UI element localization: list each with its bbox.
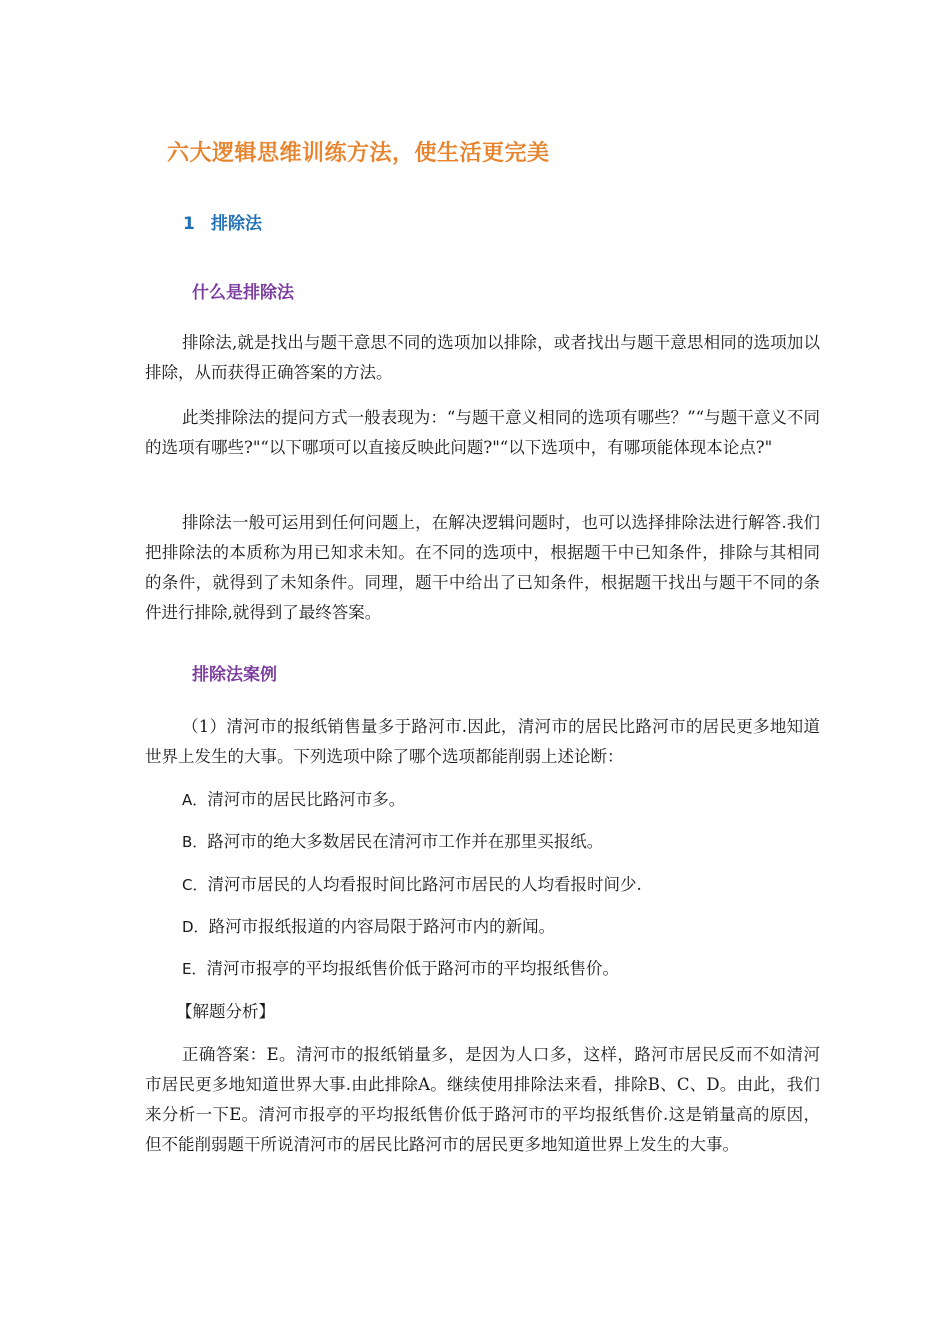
paragraph-answer: 正确答案：E。清河市的报纸销量多，是因为人口多，这样，路河市居民反而不如清河市居民更多地知道世界大事.由此排除A。继续使用排除法来看，排除B、C、D。由此，我们来分析一下E。清河市报亭的平均报纸售价低于路河市的平均报纸售价.这是销量高的原因，但不能削弱题干所说清河市的居民比路河市的居民更多地知道世界上发生的大事。 [145, 1045, 820, 1154]
option-text: 清河市的居民比路河市多。 [207, 790, 406, 809]
option-e [182, 954, 619, 984]
option-text: 清河市居民的人均看报时间比路河市居民的人均看报时间少. [207, 875, 642, 894]
option-d [182, 912, 555, 942]
paragraph-question-1: （1）清河市的报纸销售量多于路河市.因此，清河市的居民比路河市的居民更多地知道世界上发生的大事。下列选项中除了哪个选项都能削弱上述论断： [145, 717, 820, 766]
section-heading [183, 209, 262, 234]
subheading-case: 排除法案例 [192, 665, 277, 685]
option-letter: B． [182, 833, 208, 851]
option-a [182, 785, 405, 815]
paragraph-question-forms: 此类排除法的提问方式一般表现为：“与题干意义相同的选项有哪些？”“与题干意义不同的选项有哪些?"“以下哪项可以直接反映此问题?"“以下选项中，有哪项能体现本论点?" [145, 408, 820, 457]
subheading-what-is: 什么是排除法 [192, 283, 294, 303]
option-letter: A． [182, 791, 208, 809]
option-text: 路河市的绝大多数居民在清河市工作并在那里买报纸。 [207, 832, 604, 851]
option-letter: E． [182, 960, 207, 978]
option-c [182, 870, 642, 900]
analysis-label: 【解题分析】 [176, 1002, 275, 1021]
option-b [182, 827, 603, 857]
section-number: 1 [183, 214, 195, 234]
option-text: 路河市报纸报道的内容局限于路河市内的新闻。 [208, 917, 556, 936]
option-letter: D． [182, 918, 209, 936]
document-title: 六大逻辑思维训练方法，使生活更完美 [167, 141, 550, 166]
option-letter: C． [182, 876, 208, 894]
section-label: 排除法 [211, 214, 262, 234]
option-text: 清河市报亭的平均报纸售价低于路河市的平均报纸售价。 [206, 959, 619, 978]
paragraph-definition: 排除法,就是找出与题干意思不同的选项加以排除，或者找出与题干意思相同的选项加以排除，从而获得正确答案的方法。 [145, 333, 820, 382]
paragraph-essence: 排除法一般可运用到任何问题上，在解决逻辑问题时，也可以选择排除法进行解答.我们把排除法的本质称为用已知求未知。在不同的选项中，根据题干中已知条件，排除与其相同的条件，就得到了未知条件。同理，题干中给出了已知条件，根据题干找出与题干不同的条件进行排除,就得到了最终答案。 [145, 513, 820, 622]
